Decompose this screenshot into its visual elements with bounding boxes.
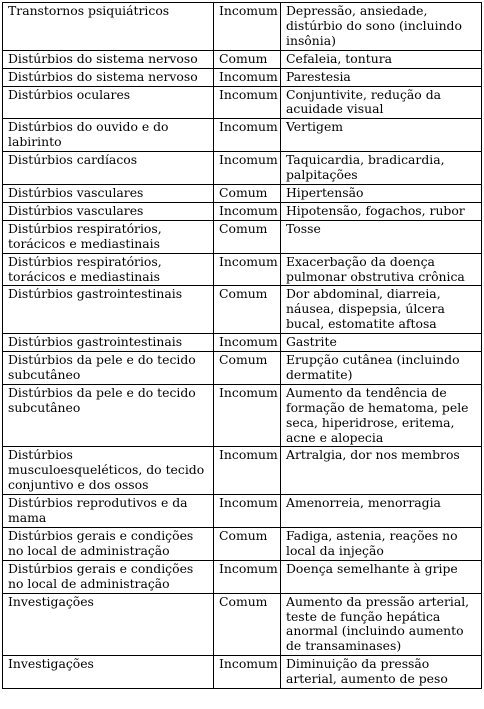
frequency-cell: Incomum xyxy=(214,334,281,352)
system-organ-class-cell: Distúrbios reprodutivos e da mama xyxy=(3,495,214,528)
table-row xyxy=(3,50,482,68)
table-row xyxy=(3,334,482,352)
frequency-cell: Incomum xyxy=(214,86,281,119)
adverse-reactions-cell: Erupção cutânea (incluindo dermatite) xyxy=(281,352,482,385)
table-row xyxy=(3,253,482,286)
table-row xyxy=(3,220,482,253)
system-organ-class-cell: Distúrbios gastrointestinais xyxy=(3,286,214,334)
system-organ-class-cell: Distúrbios gerais e condições no local de administração xyxy=(3,528,214,561)
table-row xyxy=(3,656,482,689)
adverse-reactions-cell: Cefaleia, tontura xyxy=(281,50,482,68)
adverse-reactions-cell: Vertigem xyxy=(281,119,482,152)
adverse-reactions-cell: Dor abdominal, diarreia, náusea, dispepsia, úlcera bucal, estomatite aftosa xyxy=(281,286,482,334)
adverse-reactions-cell: Diminuição da pressão arterial, aumento de peso xyxy=(281,656,482,689)
system-organ-class-cell: Distúrbios do sistema nervoso xyxy=(3,50,214,68)
table-row xyxy=(3,119,482,152)
frequency-cell: Incomum xyxy=(214,253,281,286)
frequency-cell: Incomum xyxy=(214,495,281,528)
table-row xyxy=(3,384,482,447)
system-organ-class-cell: Distúrbios do sistema nervoso xyxy=(3,68,214,86)
adverse-reactions-cell: Depressão, ansiedade, distúrbio do sono (incluindo insônia) xyxy=(281,3,482,51)
system-organ-class-cell: Distúrbios respiratórios, torácicos e mediastinais xyxy=(3,220,214,253)
frequency-cell: Comum xyxy=(214,352,281,385)
table-row xyxy=(3,68,482,86)
frequency-cell: Incomum xyxy=(214,68,281,86)
system-organ-class-cell: Transtornos psiquiátricos xyxy=(3,3,214,51)
adverse-reactions-cell: Doença semelhante à gripe xyxy=(281,560,482,593)
adverse-reactions-cell: Parestesia xyxy=(281,68,482,86)
adverse-reactions-cell: Aumento da pressão arterial, teste de função hepática anormal (incluindo aumento de transaminases) xyxy=(281,593,482,656)
adverse-reactions-cell: Exacerbação da doença pulmonar obstrutiva crônica xyxy=(281,253,482,286)
frequency-cell: Incomum xyxy=(214,447,281,495)
system-organ-class-cell: Distúrbios musculoesqueléticos, do tecido conjuntivo e dos ossos xyxy=(3,447,214,495)
system-organ-class-cell: Investigações xyxy=(3,656,214,689)
adverse-reactions-cell: Amenorreia, menorragia xyxy=(281,495,482,528)
adverse-reactions-cell: Artralgia, dor nos membros xyxy=(281,447,482,495)
frequency-cell: Comum xyxy=(214,220,281,253)
system-organ-class-cell: Distúrbios oculares xyxy=(3,86,214,119)
frequency-cell: Incomum xyxy=(214,384,281,447)
adverse-reactions-cell: Tosse xyxy=(281,220,482,253)
table-row xyxy=(3,447,482,495)
table-row xyxy=(3,152,482,185)
table-row xyxy=(3,3,482,51)
table-row xyxy=(3,593,482,656)
table-body xyxy=(3,3,482,689)
frequency-cell: Incomum xyxy=(214,202,281,220)
table-row xyxy=(3,528,482,561)
system-organ-class-cell: Distúrbios vasculares xyxy=(3,184,214,202)
adverse-reactions-table xyxy=(2,2,482,689)
table-row xyxy=(3,86,482,119)
system-organ-class-cell: Distúrbios cardíacos xyxy=(3,152,214,185)
system-organ-class-cell: Distúrbios gerais e condições no local de administração xyxy=(3,560,214,593)
frequency-cell: Incomum xyxy=(214,560,281,593)
frequency-cell: Comum xyxy=(214,593,281,656)
frequency-cell: Comum xyxy=(214,184,281,202)
frequency-cell: Comum xyxy=(214,50,281,68)
table-row xyxy=(3,202,482,220)
adverse-reactions-cell: Hipertensão xyxy=(281,184,482,202)
table-row xyxy=(3,184,482,202)
table-row xyxy=(3,495,482,528)
adverse-reactions-cell: Hipotensão, fogachos, rubor xyxy=(281,202,482,220)
adverse-reactions-cell: Aumento da tendência de formação de hematoma, pele seca, hiperidrose, eritema, acne e alopecia xyxy=(281,384,482,447)
system-organ-class-cell: Distúrbios da pele e do tecido subcutâneo xyxy=(3,352,214,385)
system-organ-class-cell: Investigações xyxy=(3,593,214,656)
system-organ-class-cell: Distúrbios vasculares xyxy=(3,202,214,220)
frequency-cell: Comum xyxy=(214,528,281,561)
table-row xyxy=(3,286,482,334)
frequency-cell: Incomum xyxy=(214,152,281,185)
frequency-cell: Incomum xyxy=(214,3,281,51)
adverse-reactions-cell: Conjuntivite, redução da acuidade visual xyxy=(281,86,482,119)
adverse-reactions-cell: Gastrite xyxy=(281,334,482,352)
system-organ-class-cell: Distúrbios do ouvido e do labirinto xyxy=(3,119,214,152)
system-organ-class-cell: Distúrbios da pele e do tecido subcutâneo xyxy=(3,384,214,447)
adverse-reactions-cell: Fadiga, astenia, reações no local da injeção xyxy=(281,528,482,561)
frequency-cell: Incomum xyxy=(214,119,281,152)
system-organ-class-cell: Distúrbios gastrointestinais xyxy=(3,334,214,352)
system-organ-class-cell: Distúrbios respiratórios, torácicos e mediastinais xyxy=(3,253,214,286)
table-row xyxy=(3,560,482,593)
adverse-reactions-cell: Taquicardia, bradicardia, palpitações xyxy=(281,152,482,185)
table-row xyxy=(3,352,482,385)
frequency-cell: Comum xyxy=(214,286,281,334)
frequency-cell: Incomum xyxy=(214,656,281,689)
